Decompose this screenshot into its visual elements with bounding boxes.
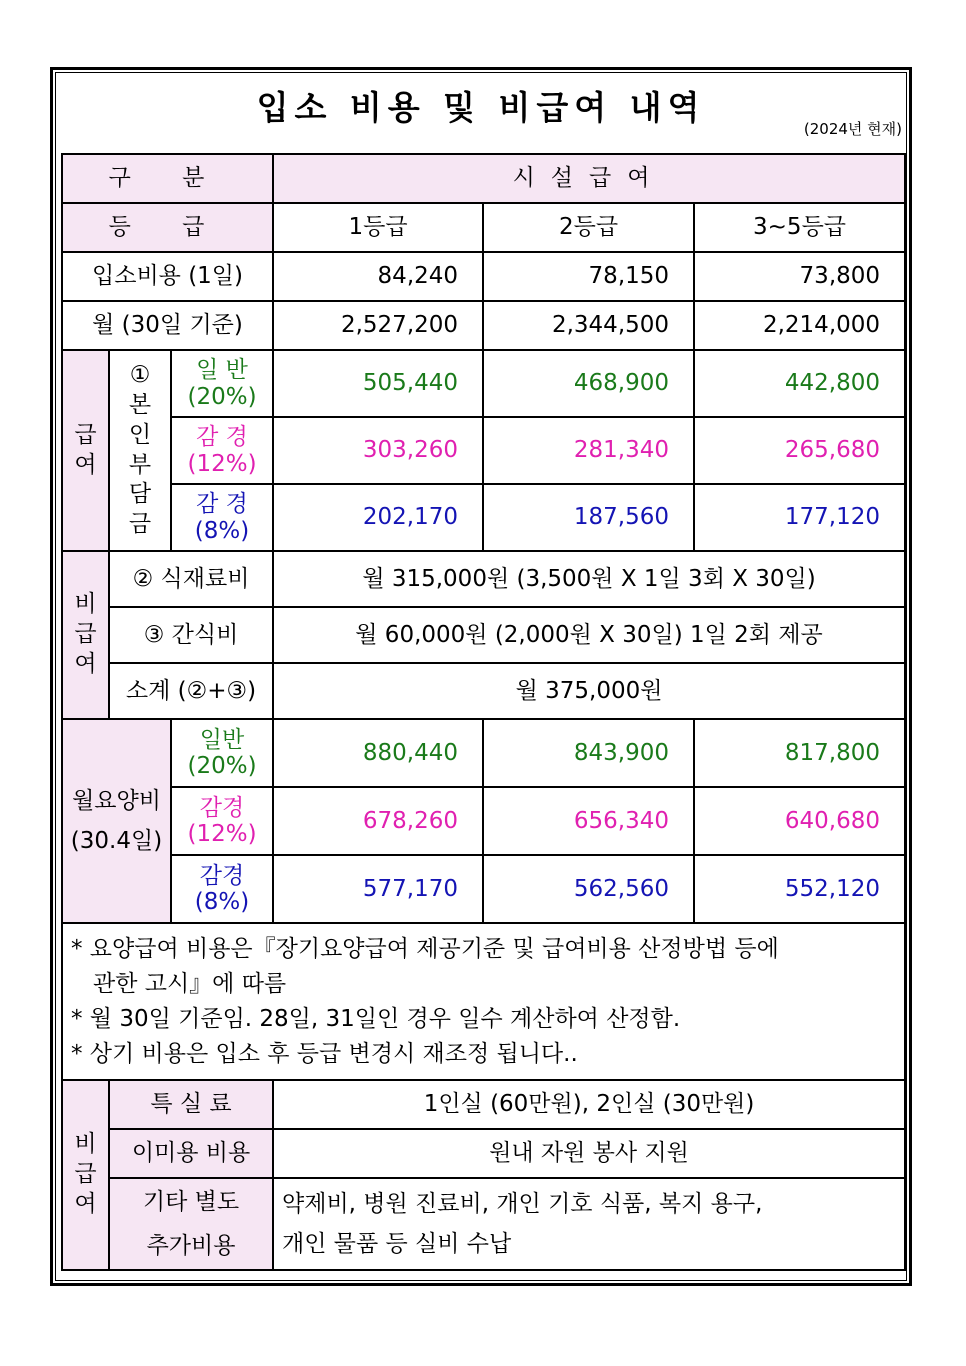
non-benefit-label: ② 식재료비 bbox=[109, 551, 273, 607]
care-rate-label: 일반 (20%) bbox=[171, 719, 273, 787]
extra-group-label: 비급여 bbox=[62, 1080, 109, 1270]
benefit-row bbox=[62, 417, 905, 484]
care-value: 656,340 bbox=[483, 787, 694, 855]
monthly-value-1: 2,527,200 bbox=[273, 301, 483, 350]
care-value: 817,800 bbox=[694, 719, 905, 787]
extra-value: 1인실 (60만원), 2인실 (30만원) bbox=[273, 1080, 905, 1129]
non-benefit-row bbox=[62, 607, 905, 663]
extra-label: 기타 별도 추가비용 bbox=[109, 1178, 273, 1270]
monthly-value-2: 2,344,500 bbox=[483, 301, 694, 350]
benefit-value: 442,800 bbox=[694, 350, 905, 417]
care-value: 577,170 bbox=[273, 855, 483, 923]
notes-row bbox=[62, 923, 905, 1080]
benefit-row bbox=[62, 350, 905, 417]
notes bbox=[62, 923, 905, 1080]
non-benefit-value: 월 60,000원 (2,000원 X 30일) 1일 2회 제공 bbox=[273, 607, 905, 663]
extra-row bbox=[62, 1129, 905, 1178]
care-value: 843,900 bbox=[483, 719, 694, 787]
monthly-care-row bbox=[62, 719, 905, 787]
grade-1: 1등급 bbox=[273, 203, 483, 252]
extra-value: 약제비, 병원 진료비, 개인 기호 식품, 복지 용구, 개인 물품 등 실비 수납 bbox=[273, 1178, 905, 1270]
self-pay-label: ①본인부담금 bbox=[109, 350, 171, 551]
non-benefit-group-label: 비급여 bbox=[62, 551, 109, 719]
daily-label: 입소비용 (1일) bbox=[62, 252, 273, 301]
benefit-value: 468,900 bbox=[483, 350, 694, 417]
page-title: 입소 비용 및 비급여 내역 bbox=[256, 88, 706, 127]
non-benefit-value: 월 315,000원 (3,500원 X 1일 3회 X 30일) bbox=[273, 551, 905, 607]
facility-header: 시설급여 bbox=[273, 154, 905, 203]
extra-row bbox=[62, 1080, 905, 1129]
header-row bbox=[62, 154, 905, 203]
note-line: * 월 30일 기준임. 28일, 31일인 경우 일수 계산하여 산정함. bbox=[71, 1005, 681, 1032]
care-value: 552,120 bbox=[694, 855, 905, 923]
extra-row bbox=[62, 1178, 905, 1270]
monthly-care-label: 월요양비 (30.4일) bbox=[62, 719, 171, 923]
benefit-value: 281,340 bbox=[483, 417, 694, 484]
note-line: * 상기 비용은 입소 후 등급 변경시 재조정 됩니다.. bbox=[71, 1040, 578, 1067]
grade-3: 3~5등급 bbox=[694, 203, 905, 252]
benefit-rate-label: 감 경 (8%) bbox=[171, 484, 273, 551]
non-benefit-label: ③ 간식비 bbox=[109, 607, 273, 663]
daily-value-3: 73,800 bbox=[694, 252, 905, 301]
benefit-value: 303,260 bbox=[273, 417, 483, 484]
non-benefit-value: 월 375,000원 bbox=[273, 663, 905, 719]
note-line: 관한 고시』에 따름 bbox=[93, 970, 287, 997]
note-line: * 요양급여 비용은『장기요양급여 제공기준 및 급여비용 산정방법 등에 bbox=[71, 935, 779, 962]
care-value: 640,680 bbox=[694, 787, 905, 855]
benefit-value: 187,560 bbox=[483, 484, 694, 551]
daily-value-2: 78,150 bbox=[483, 252, 694, 301]
benefit-rate-label: 일 반 (20%) bbox=[171, 350, 273, 417]
daily-value-1: 84,240 bbox=[273, 252, 483, 301]
grade-2: 2등급 bbox=[483, 203, 694, 252]
benefit-group-label: 급여 bbox=[62, 350, 109, 551]
grade-header: 등 급 bbox=[62, 203, 273, 252]
non-benefit-row bbox=[62, 663, 905, 719]
care-value: 562,560 bbox=[483, 855, 694, 923]
monthly-value-3: 2,214,000 bbox=[694, 301, 905, 350]
grade-row bbox=[62, 203, 905, 252]
year-note: (2024년 현재) bbox=[803, 120, 902, 138]
monthly-label: 월 (30일 기준) bbox=[62, 301, 273, 350]
care-rate-label: 감경 (8%) bbox=[171, 855, 273, 923]
cost-table bbox=[61, 153, 906, 1271]
non-benefit-label: 소계 (②+③) bbox=[109, 663, 273, 719]
category-header: 구 분 bbox=[62, 154, 273, 203]
daily-row bbox=[62, 252, 905, 301]
benefit-value: 202,170 bbox=[273, 484, 483, 551]
care-rate-label: 감경 (12%) bbox=[171, 787, 273, 855]
care-value: 678,260 bbox=[273, 787, 483, 855]
non-benefit-row bbox=[62, 551, 905, 607]
benefit-value: 505,440 bbox=[273, 350, 483, 417]
monthly-row bbox=[62, 301, 905, 350]
care-value: 880,440 bbox=[273, 719, 483, 787]
monthly-care-row bbox=[62, 787, 905, 855]
extra-label: 이미용 비용 bbox=[109, 1129, 273, 1178]
extra-label: 특 실 료 bbox=[109, 1080, 273, 1129]
benefit-value: 265,680 bbox=[694, 417, 905, 484]
monthly-care-row bbox=[62, 855, 905, 923]
extra-value: 원내 자원 봉사 지원 bbox=[273, 1129, 905, 1178]
benefit-value: 177,120 bbox=[694, 484, 905, 551]
benefit-rate-label: 감 경 (12%) bbox=[171, 417, 273, 484]
benefit-row bbox=[62, 484, 905, 551]
